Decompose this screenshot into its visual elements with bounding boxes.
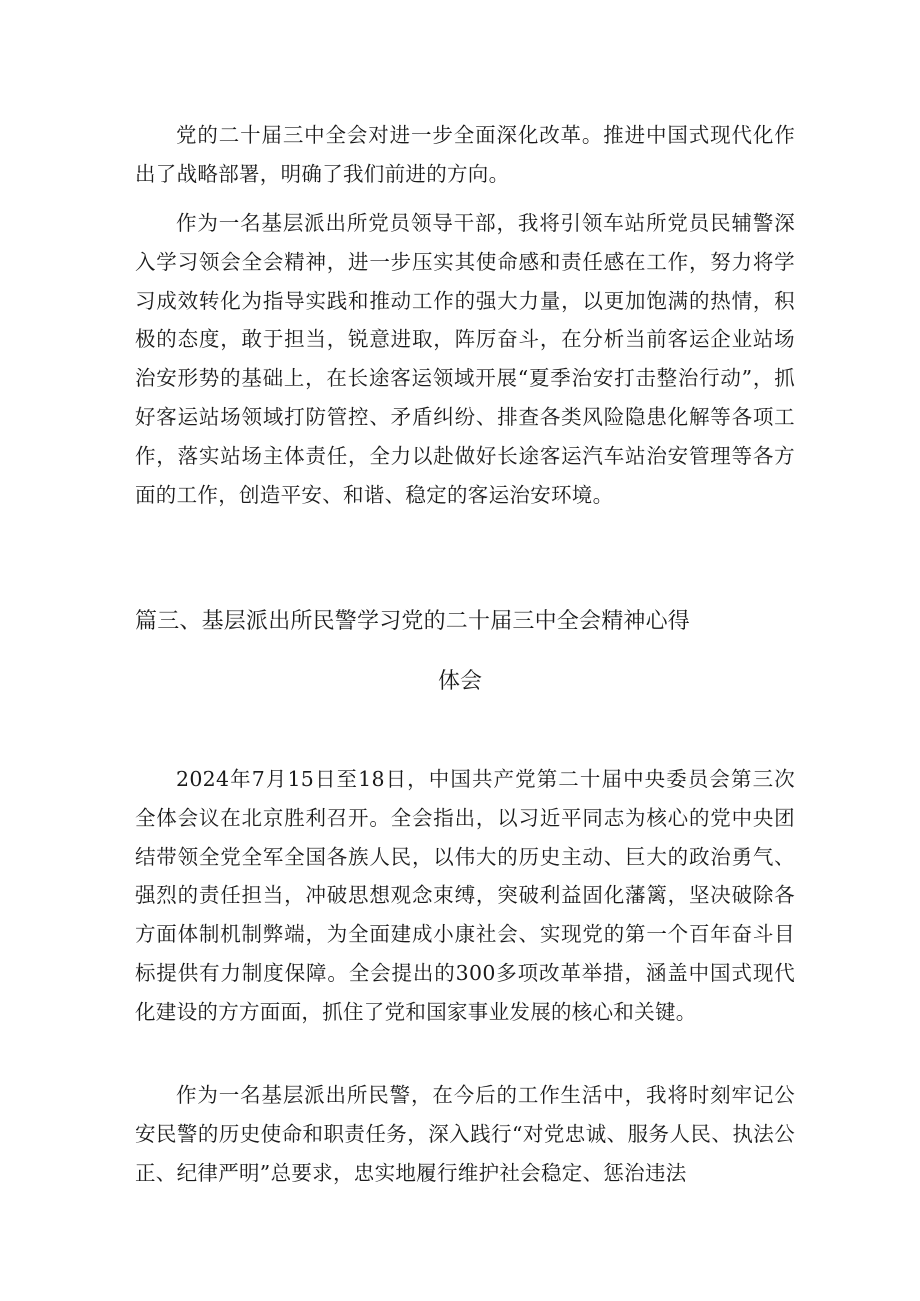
body-paragraph: 作为一名基层派出所民警，在今后的工作生活中，我将时刻牢记公安民警的历史使命和职责任务，深入践行“对党忠诚、服务人民、执法公正、纪律严明”总要求，忠实地履行维护社会稳定、惩治违法 bbox=[135, 1083, 795, 1185]
body-paragraph: 党的二十届三中全会对进一步全面深化改革。推进中国式现代化作出了战略部署，明确了我们前进的方向。 bbox=[135, 123, 795, 186]
body-paragraph: 作为一名基层派出所党员领导干部，我将引领车站所党员民辅警深入学习领会全会精神，进一步压实其使命感和责任感在工作，努力将学习成效转化为指导实践和推动工作的强大力量，以更加饱满的热情，积极的态度，敢于担当，锐意进取，阵厉奋斗，在分析当前客运企业站场治安形势的基础上，在长途客运领域开展“夏季治安打击整治行动”，抓好客运站场领域打防管控、矛盾纠纷、排查各类风险隐患化解等各项工作，落实站场主体责任，全力以赴做好长途客运汽车站治安管理等各方面的工作，创造平安、和谐、稳定的客运治安环境。 bbox=[135, 211, 795, 507]
body-paragraph: 2024年7月15日至18日，中国共产党第二十届中央委员会第三次全体会议在北京胜利召开。全会指出，以习近平同志为核心的党中央团结带领全党全军全国各族人民，以伟大的历史主动、巨大的政治勇气、强烈的责任担当，冲破思想观念束缚，突破利益固化藩篱，坚决破除各方面体制机制弊端，为全面建成小康社会、实现党的第一个百年奋斗目标提供有力制度保障。全会提出的300多项改革举措，涵盖中国式现代化建设的方方面面，抓住了党和国家事业发展的核心和关键。 bbox=[135, 767, 795, 1024]
section-heading-line2: 体会 bbox=[437, 669, 482, 694]
section-heading-line1: 篇三、基层派出所民警学习党的二十届三中全会精神心得 bbox=[135, 609, 691, 634]
